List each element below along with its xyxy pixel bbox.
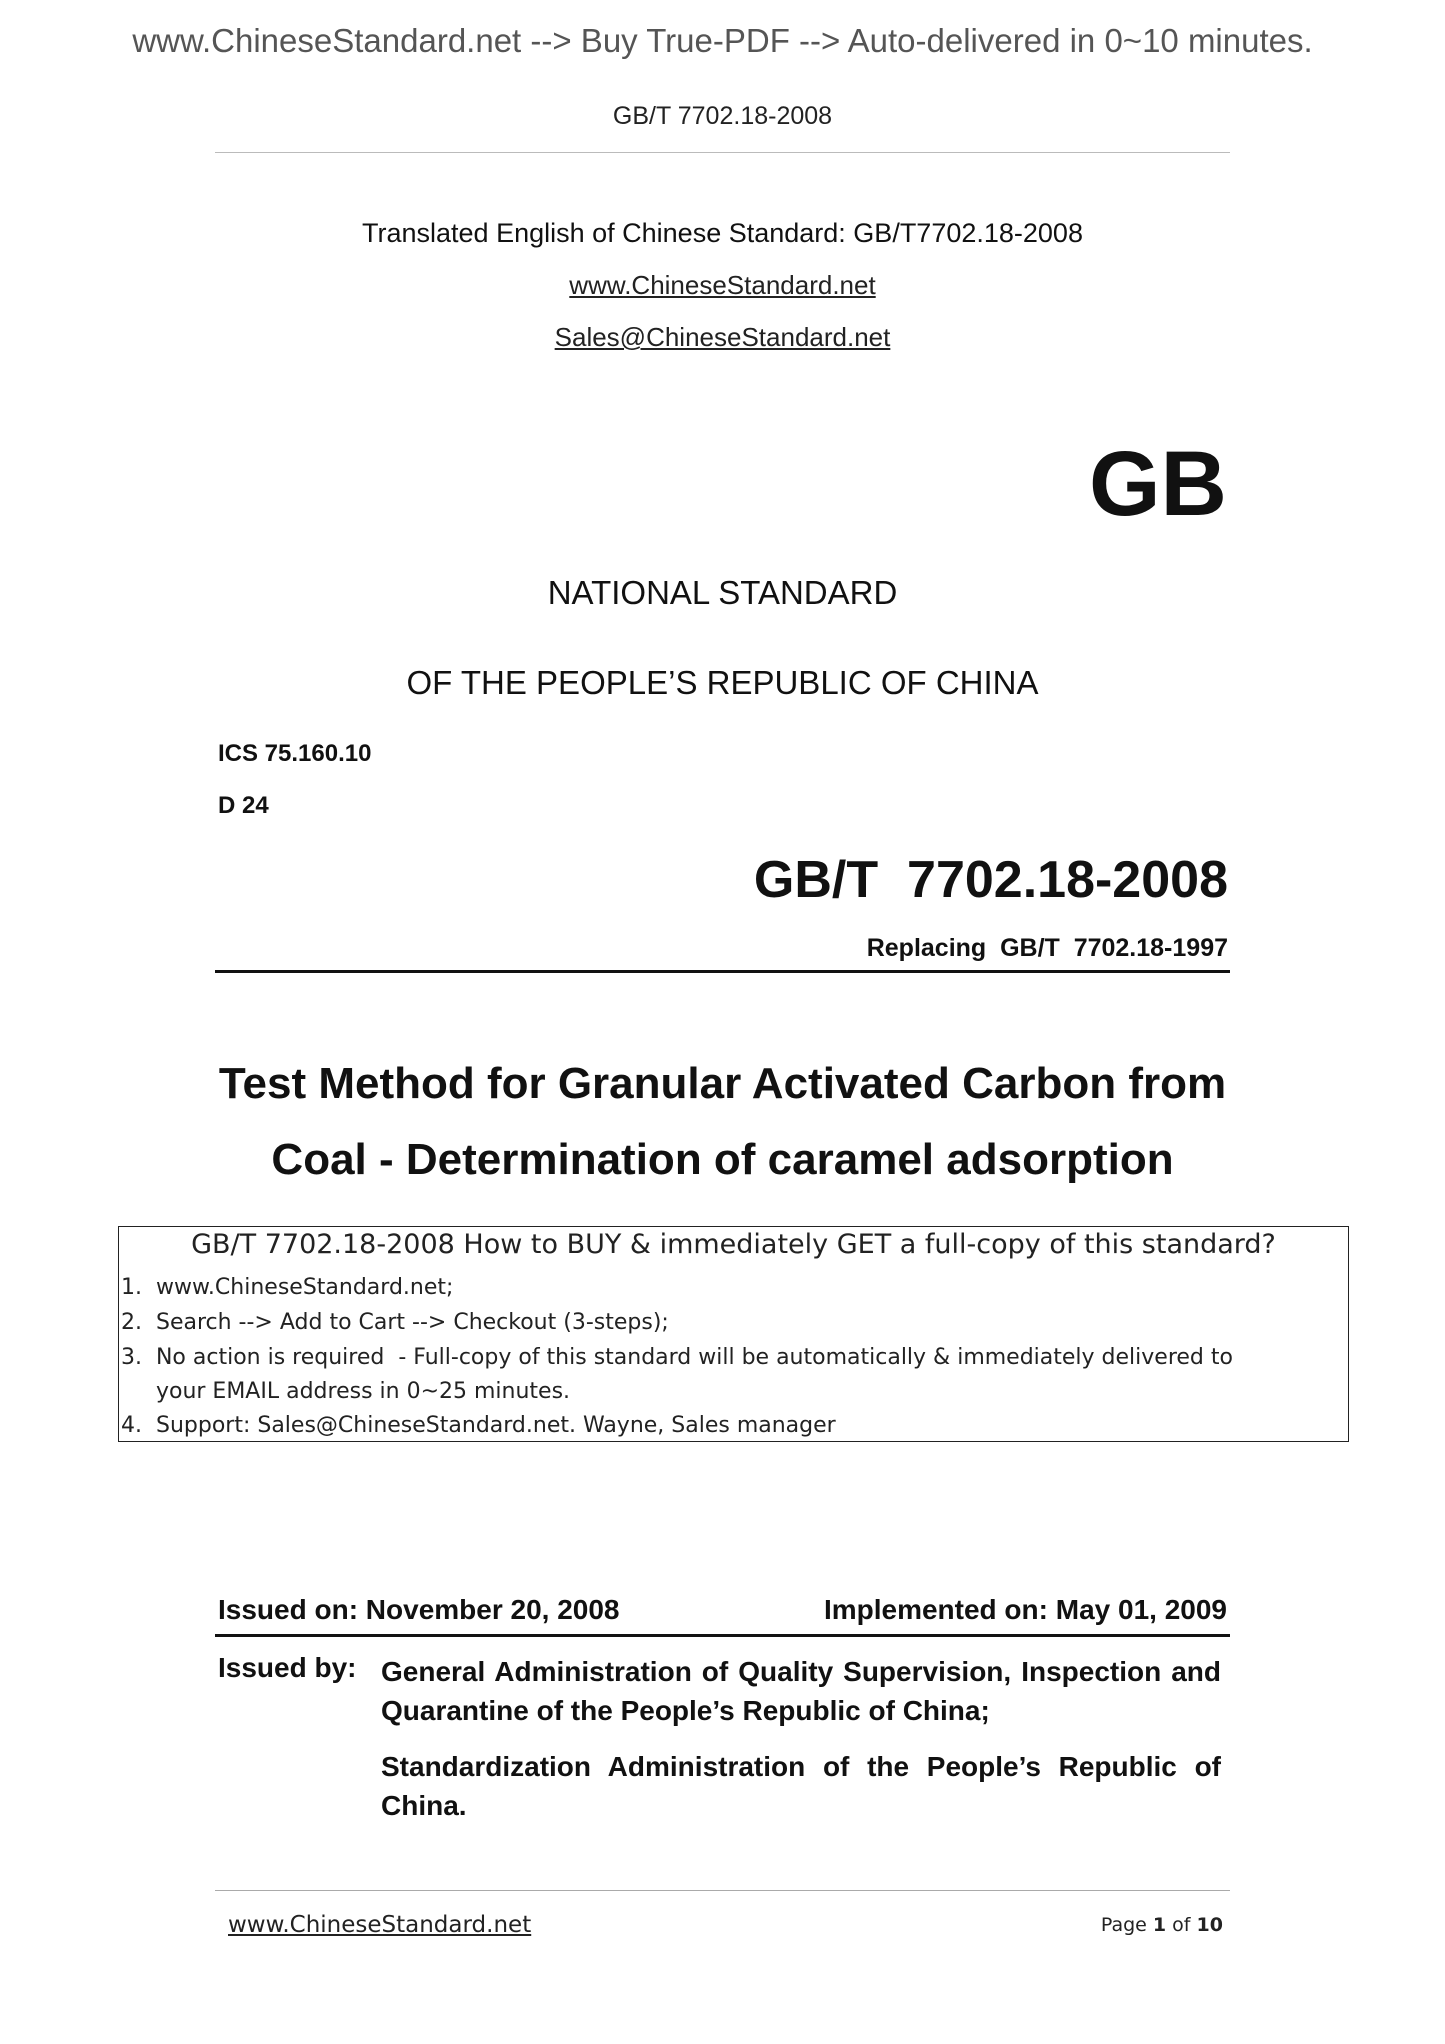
website-line [0, 270, 1445, 301]
header-divider [215, 152, 1230, 153]
buy-step-4: 4. Support: Sales@ChineseStandard.net. Wayne, Sales manager [121, 1413, 836, 1438]
national-standard-heading: NATIONAL STANDARD [547, 574, 898, 611]
issue-date-rule [215, 1634, 1230, 1637]
page-total: 10 [1196, 1914, 1223, 1936]
buy-step-3: 3. No action is required - Full-copy of this standard will be automatically & immediately delivered to [121, 1345, 1233, 1370]
issued-on-date: Issued on: November 20, 2008 [218, 1594, 620, 1625]
email-link[interactable]: Sales@ChineseStandard.net [554, 322, 891, 352]
buy-step-2: 2. Search --> Add to Cart --> Checkout (3-steps); [121, 1310, 669, 1335]
ics-code: ICS 75.160.10 [218, 740, 372, 767]
page-of: of [1166, 1914, 1197, 1936]
republic-heading: OF THE PEOPLE’S REPUBLIC OF CHINA [406, 664, 1039, 701]
buy-step-1: 1. www.ChineseStandard.net; [121, 1275, 454, 1300]
document-title [0, 1046, 1445, 1198]
standard-number-rule [215, 970, 1230, 973]
implemented-on-date: Implemented on: May 01, 2009 [823, 1594, 1227, 1625]
footer-divider [215, 1890, 1230, 1891]
replacing-standard: Replacing GB/T 7702.18-1997 [866, 934, 1228, 962]
title-line-2: Coal - Determination of caramel adsorption [271, 1135, 1174, 1184]
standard-number: GB/T 7702.18-2008 [753, 851, 1228, 909]
buy-box-heading: GB/T 7702.18-2008 How to BUY & immediately GET a full-copy of this standard? [191, 1229, 1276, 1260]
email-line [0, 322, 1445, 353]
buy-instructions-box [118, 1226, 1349, 1442]
buy-step-3-cont: your EMAIL address in 0~25 minutes. [121, 1379, 571, 1404]
issuer-aqsiq: General Administration of Quality Supervision, Inspection and Quarantine of the People’s Republic of China; [381, 1656, 1221, 1726]
top-banner: www.ChineseStandard.net --> Buy True-PDF --> Auto-delivered in 0~10 minutes. [132, 22, 1313, 59]
translated-line: Translated English of Chinese Standard: GB/T7702.18-2008 [362, 218, 1083, 248]
page-number [1101, 1914, 1223, 1936]
issuer-sac: Standardization Administration of the People’s Republic of China. [381, 1751, 1221, 1821]
gb-logo: GB [1089, 433, 1227, 535]
title-line-1: Test Method for Granular Activated Carbon from [218, 1059, 1227, 1108]
header-standard-code: GB/T 7702.18-2008 [612, 102, 833, 130]
page-current: 1 [1152, 1914, 1167, 1936]
page-prefix: Page [1100, 1914, 1153, 1936]
website-link[interactable]: www.ChineseStandard.net [569, 270, 876, 300]
issued-by-label: Issued by: [218, 1652, 357, 1683]
ccs-code: D 24 [218, 792, 269, 819]
footer-website-link[interactable]: www.ChineseStandard.net [228, 1912, 532, 1938]
